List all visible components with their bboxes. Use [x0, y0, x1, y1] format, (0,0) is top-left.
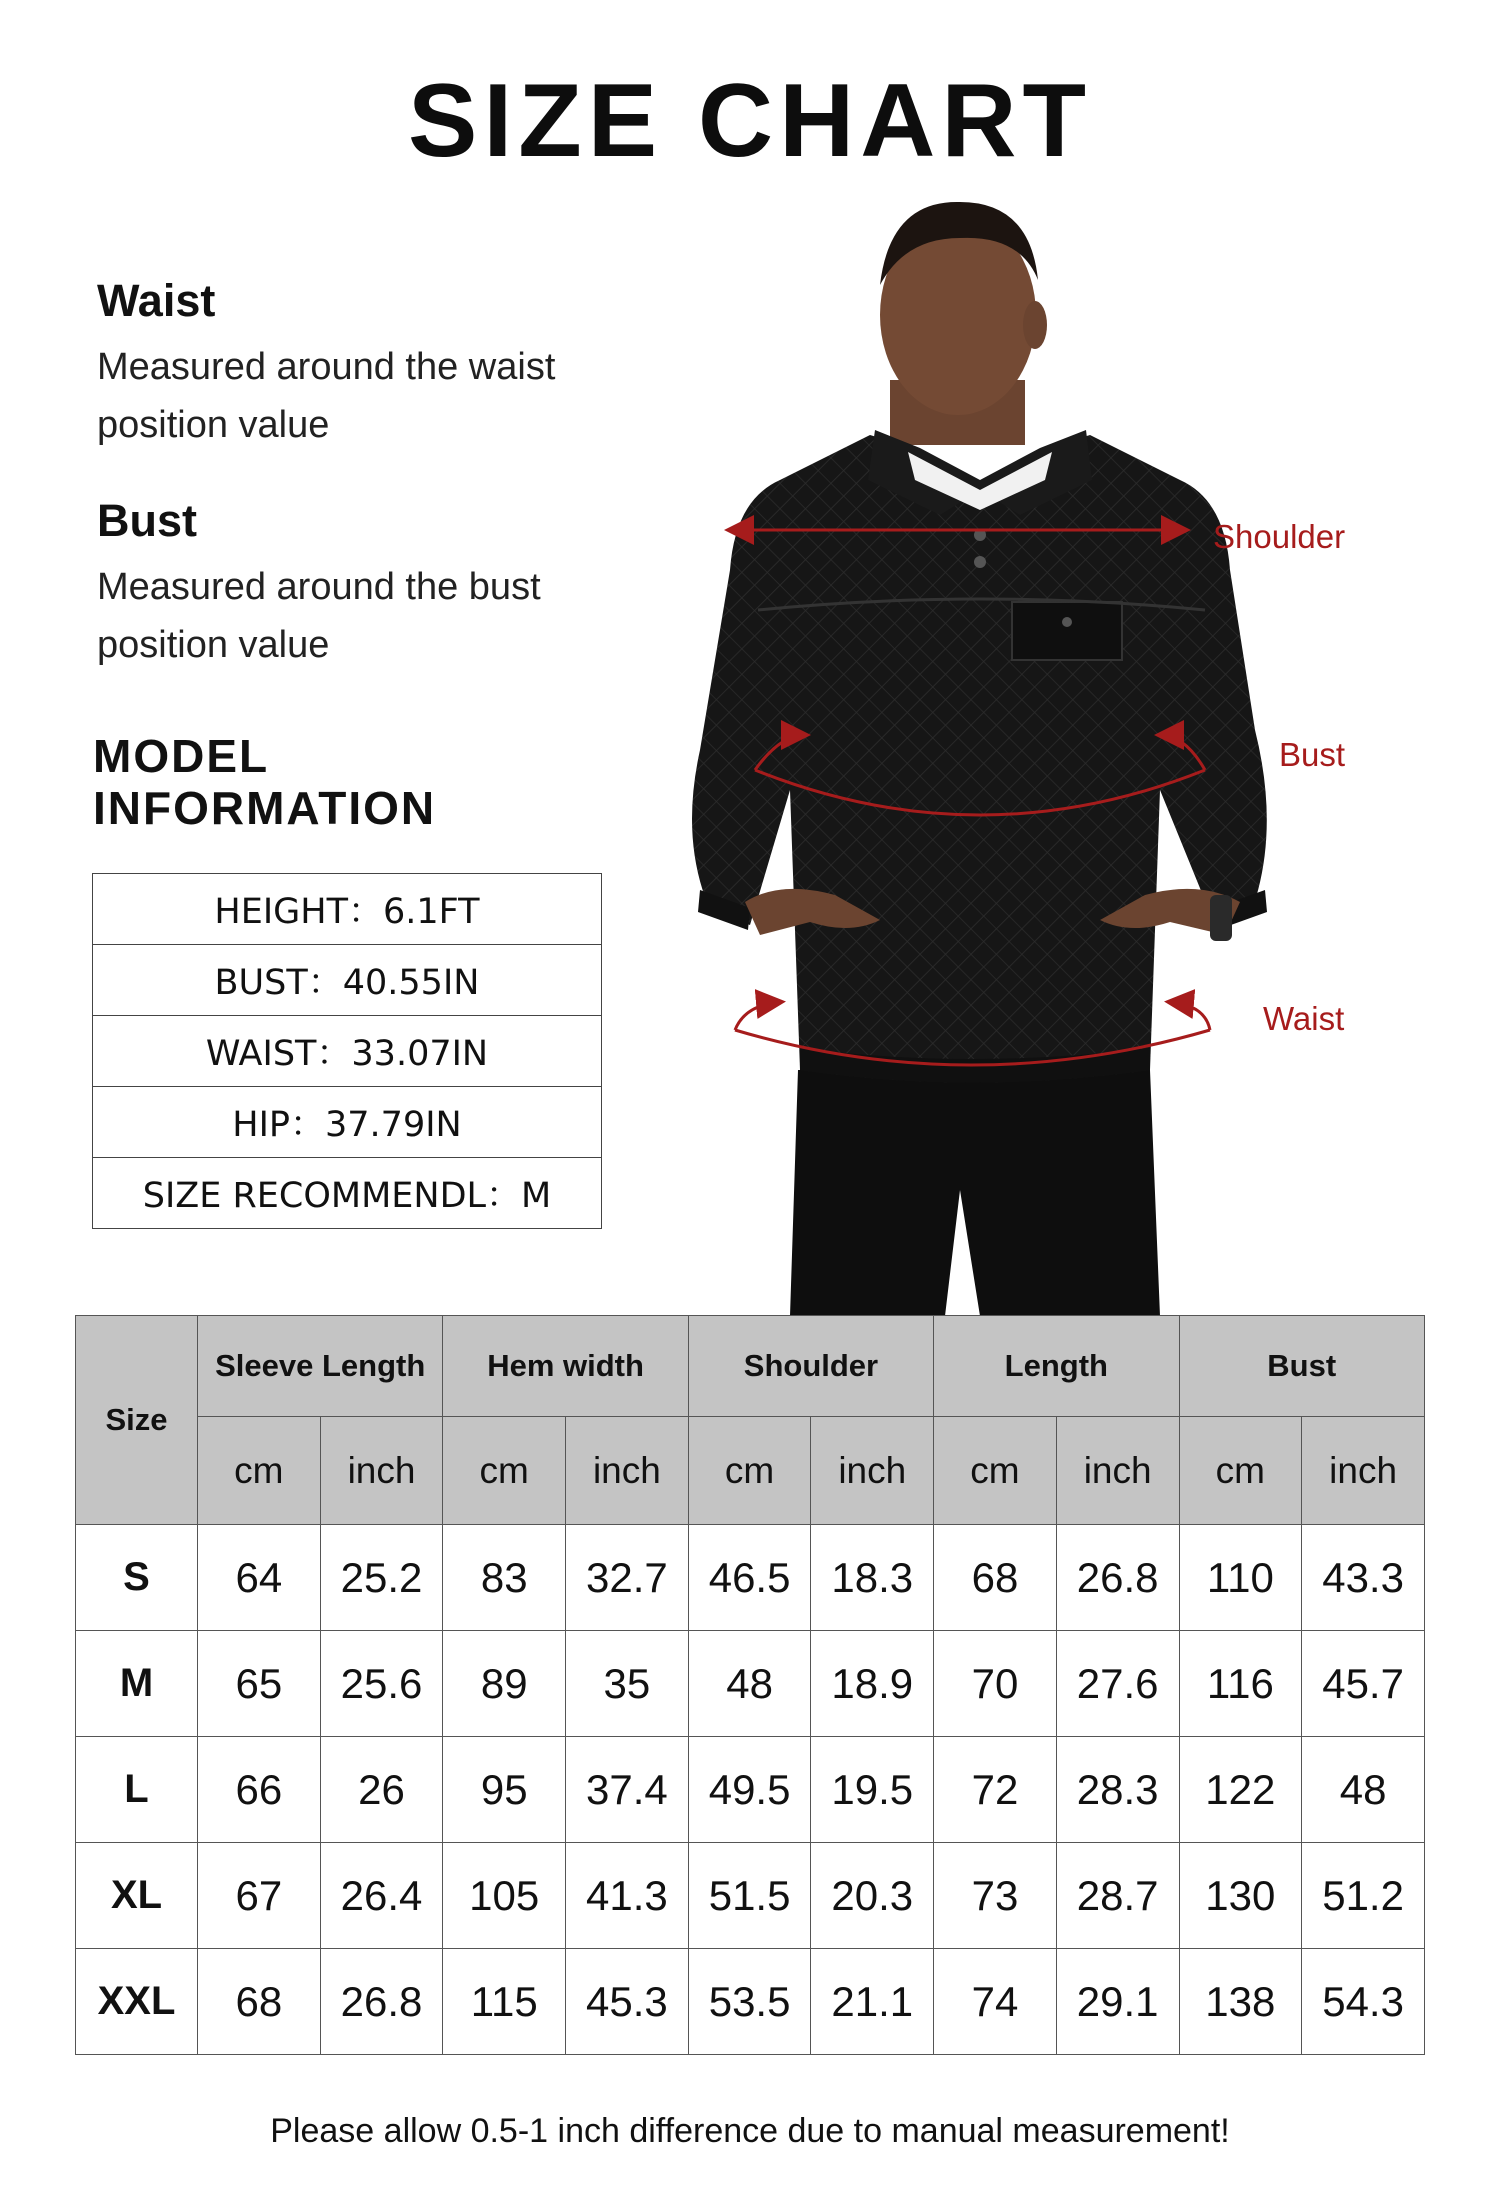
table-cell: 28.3 — [1056, 1737, 1179, 1843]
table-cell: 21.1 — [811, 1949, 934, 2055]
length-header: Length — [934, 1316, 1179, 1417]
table-cell: 48 — [1302, 1737, 1425, 1843]
waist-measure-arrow-left — [735, 1002, 780, 1030]
model-bust: BUST：40.55IN — [93, 945, 602, 1016]
model-row — [93, 1158, 602, 1229]
table-row — [76, 1843, 1425, 1949]
unit-header-cm: cm — [443, 1417, 566, 1525]
table-cell: 46.5 — [688, 1525, 811, 1631]
size-chart-table — [75, 1315, 1425, 2055]
unit-header-cm: cm — [198, 1417, 321, 1525]
table-cell: 67 — [198, 1843, 321, 1949]
model-hip: HIP：37.79IN — [93, 1087, 602, 1158]
unit-header-cm: cm — [688, 1417, 811, 1525]
unit-header-inch: inch — [320, 1417, 443, 1525]
model-row — [93, 1087, 602, 1158]
bust-definition-title: Bust — [97, 495, 197, 546]
unit-header-cm: cm — [934, 1417, 1057, 1525]
table-cell: 32.7 — [566, 1525, 689, 1631]
size-cell: S — [76, 1525, 198, 1631]
model-height: HEIGHT：6.1FT — [93, 874, 602, 945]
model-title-line-1: MODEL — [93, 730, 270, 782]
unit-header-cm: cm — [1179, 1417, 1302, 1525]
table-cell: 105 — [443, 1843, 566, 1949]
bust-definition-text: Measured around the bust position value — [97, 566, 541, 666]
model-size-recommendation: SIZE RECOMMENDL：M — [93, 1158, 602, 1229]
table-cell: 72 — [934, 1737, 1057, 1843]
page-title: SIZE CHART — [408, 63, 1092, 179]
bust-header: Bust — [1179, 1316, 1425, 1417]
table-cell: 89 — [443, 1631, 566, 1737]
sleeve-length-header: Sleeve Length — [198, 1316, 443, 1417]
unit-header-inch: inch — [811, 1417, 934, 1525]
table-row — [76, 1631, 1425, 1737]
table-cell: 115 — [443, 1949, 566, 2055]
table-cell: 95 — [443, 1737, 566, 1843]
unit-header-inch: inch — [1302, 1417, 1425, 1525]
table-cell: 130 — [1179, 1843, 1302, 1949]
table-cell: 49.5 — [688, 1737, 811, 1843]
size-table-group-header-row — [76, 1316, 1425, 1417]
model-information-title — [93, 730, 436, 834]
waist-definition-title: Waist — [97, 275, 216, 326]
unit-header-inch: inch — [1056, 1417, 1179, 1525]
model-row — [93, 874, 602, 945]
shoulder-label: Shoulder — [1213, 518, 1346, 555]
table-cell: 138 — [1179, 1949, 1302, 2055]
measurement-footnote: Please allow 0.5-1 inch difference due to manual measurement! — [270, 2112, 1230, 2150]
table-cell: 41.3 — [566, 1843, 689, 1949]
size-table-unit-header-row — [76, 1417, 1425, 1525]
table-cell: 48 — [688, 1631, 811, 1737]
bust-label: Bust — [1279, 736, 1346, 773]
table-cell: 74 — [934, 1949, 1057, 2055]
table-cell: 116 — [1179, 1631, 1302, 1737]
table-cell: 18.3 — [811, 1525, 934, 1631]
table-cell: 66 — [198, 1737, 321, 1843]
table-cell: 68 — [198, 1949, 321, 2055]
table-cell: 122 — [1179, 1737, 1302, 1843]
table-cell: 83 — [443, 1525, 566, 1631]
size-cell: XL — [76, 1843, 198, 1949]
waist-definition-text: Measured around the waist position value — [97, 346, 556, 446]
waist-measure-arrow-right — [1170, 1002, 1210, 1030]
table-cell: 51.5 — [688, 1843, 811, 1949]
table-cell: 45.3 — [566, 1949, 689, 2055]
table-row — [76, 1525, 1425, 1631]
table-cell: 19.5 — [811, 1737, 934, 1843]
size-cell: M — [76, 1631, 198, 1737]
table-cell: 26.8 — [320, 1949, 443, 2055]
table-cell: 53.5 — [688, 1949, 811, 2055]
model-row — [93, 1016, 602, 1087]
model-waist: WAIST：33.07IN — [93, 1016, 602, 1087]
unit-header-inch: inch — [566, 1417, 689, 1525]
table-cell: 68 — [934, 1525, 1057, 1631]
hem-width-header: Hem width — [443, 1316, 688, 1417]
table-cell: 43.3 — [1302, 1525, 1425, 1631]
size-cell: XXL — [76, 1949, 198, 2055]
table-cell: 25.2 — [320, 1525, 443, 1631]
model-figure-illustration — [640, 190, 1380, 1316]
table-cell: 110 — [1179, 1525, 1302, 1631]
table-cell: 26.8 — [1056, 1525, 1179, 1631]
table-cell: 28.7 — [1056, 1843, 1179, 1949]
table-cell: 70 — [934, 1631, 1057, 1737]
table-cell: 26 — [320, 1737, 443, 1843]
table-cell: 35 — [566, 1631, 689, 1737]
size-cell: L — [76, 1737, 198, 1843]
shoulder-header: Shoulder — [688, 1316, 933, 1417]
table-cell: 27.6 — [1056, 1631, 1179, 1737]
table-cell: 45.7 — [1302, 1631, 1425, 1737]
table-cell: 51.2 — [1302, 1843, 1425, 1949]
model-information-table — [92, 873, 602, 1229]
table-cell: 26.4 — [320, 1843, 443, 1949]
table-cell: 29.1 — [1056, 1949, 1179, 2055]
table-cell: 20.3 — [811, 1843, 934, 1949]
table-cell: 18.9 — [811, 1631, 934, 1737]
model-sweater — [692, 430, 1267, 1083]
waist-label: Waist — [1263, 1000, 1345, 1037]
model-pants — [790, 1070, 1160, 1316]
size-column-header: Size — [76, 1316, 198, 1525]
table-row — [76, 1737, 1425, 1843]
table-cell: 54.3 — [1302, 1949, 1425, 2055]
table-cell: 37.4 — [566, 1737, 689, 1843]
table-cell: 65 — [198, 1631, 321, 1737]
table-row — [76, 1949, 1425, 2055]
table-cell: 25.6 — [320, 1631, 443, 1737]
table-cell: 64 — [198, 1525, 321, 1631]
table-cell: 73 — [934, 1843, 1057, 1949]
model-row — [93, 945, 602, 1016]
model-title-line-2: INFORMATION — [93, 782, 437, 834]
